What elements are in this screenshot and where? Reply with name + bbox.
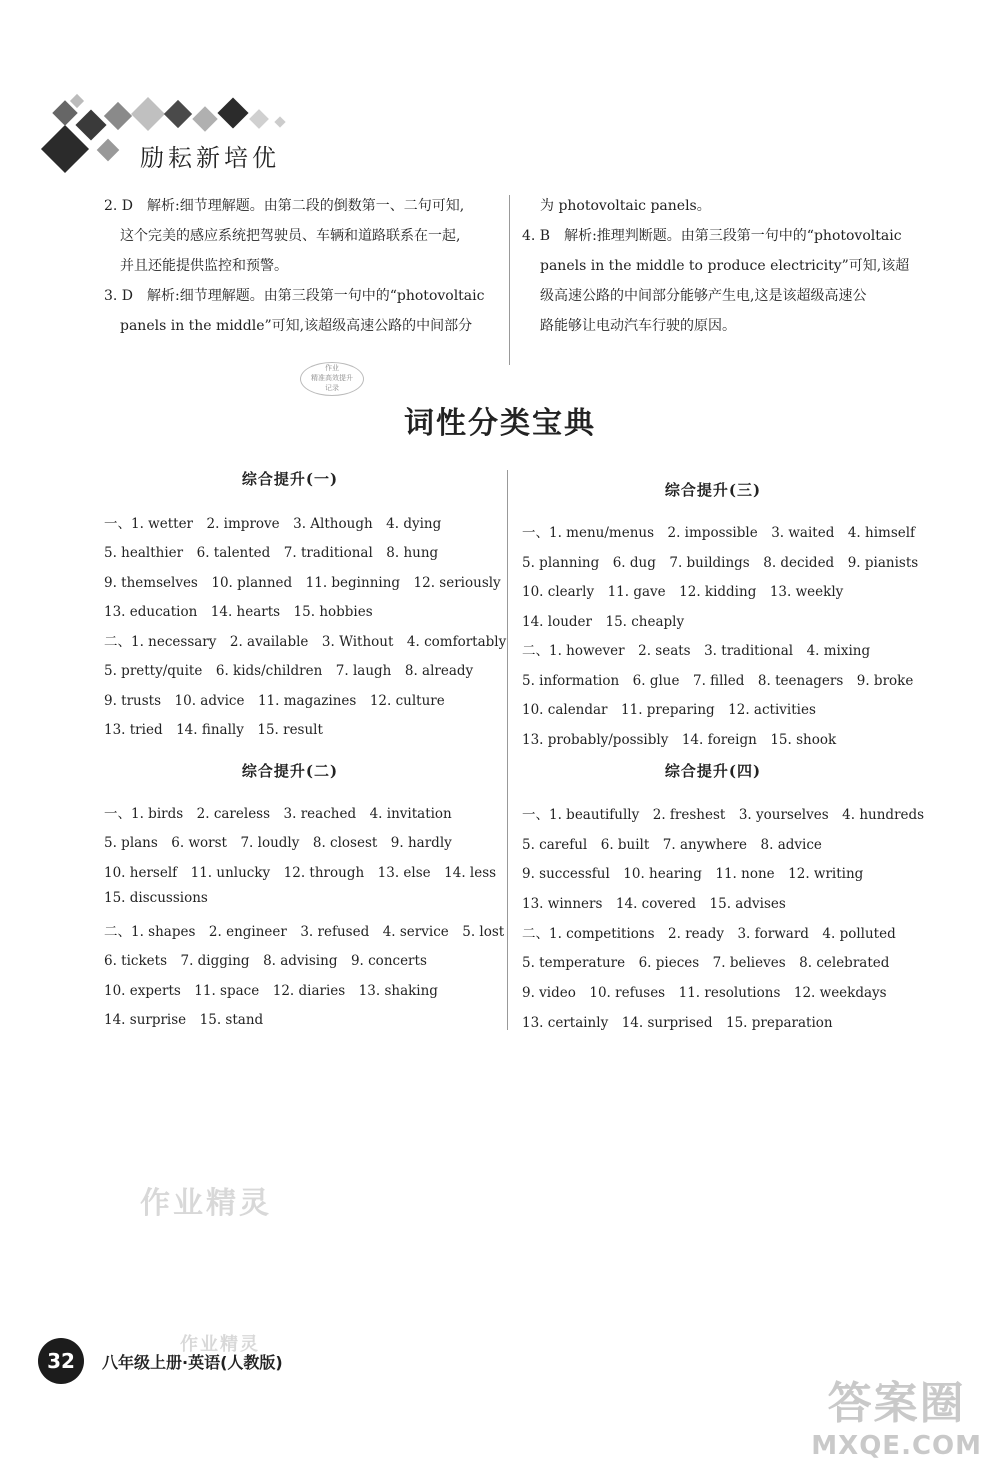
- decor-diamond: [217, 97, 248, 128]
- answer-line: 5. pretty/quite 6. kids/children 7. laugh 8. already: [104, 663, 474, 679]
- answer-line: 6. tickets 7. digging 8. advising 9. concerts: [104, 953, 427, 969]
- exercise-title: 综合提升(一): [241, 470, 339, 488]
- column-divider: [507, 470, 508, 1030]
- page-number: 32: [38, 1338, 84, 1384]
- answer-line: 5. healthier 6. talented 7. traditional 8. hung: [104, 545, 439, 561]
- section-title: 词性分类宝典: [404, 406, 596, 441]
- explanations-right: [522, 191, 922, 341]
- explanation-line: panels in the middle”可知,该超级高速公路的中间部分: [120, 318, 473, 334]
- answer-line: 二、1. shapes 2. engineer 3. refused 4. service 5. lost: [104, 924, 505, 940]
- answer-line: 10. herself 11. unlucky 12. through 13. else 14. less: [104, 865, 497, 881]
- explanation-line: 并且还能提供监控和预警。: [120, 258, 288, 274]
- faint-watermark-text: 作业精灵: [180, 1334, 260, 1355]
- answer-line: 一、1. wetter 2. improve 3. Although 4. dying: [104, 516, 442, 532]
- answer-line: 二、1. however 2. seats 3. traditional 4. mixing: [522, 643, 871, 659]
- answer-line: 14. louder 15. cheaply: [522, 614, 685, 630]
- column-divider: [509, 195, 510, 365]
- answer-line: 5. plans 6. worst 7. loudly 8. closest 9. hardly: [104, 835, 452, 851]
- faint-watermark-text: 作业精灵: [140, 1186, 272, 1221]
- answer-line: 9. video 10. refuses 11. resolutions 12. weekdays: [522, 985, 887, 1001]
- answer-line: 13. education 14. hearts 15. hobbies: [104, 604, 373, 620]
- answer-line: 二、1. necessary 2. available 3. Without 4. comfortably: [104, 634, 507, 650]
- decor-diamond: [192, 106, 217, 131]
- explanation-line: panels in the middle to produce electricity”可知,该超: [540, 258, 910, 274]
- answer-line: 13. winners 14. covered 15. advises: [522, 896, 786, 912]
- decor-diamond: [70, 94, 84, 108]
- answer-line: 二、1. competitions 2. ready 3. forward 4. polluted: [522, 926, 896, 942]
- exercise-title: 综合提升(三): [664, 481, 762, 499]
- decor-diamond: [104, 102, 132, 130]
- answer-line: 一、1. menu/menus 2. impossible 3. waited 4. himself: [522, 525, 916, 541]
- answer-line: 15. discussions: [104, 890, 208, 906]
- answer-line: 10. experts 11. space 12. diaries 13. shaking: [104, 983, 438, 999]
- explanation-line: 3. D 解析:细节理解题。由第三段第一句中的“photovoltaic: [104, 288, 485, 304]
- exercise-title: 综合提升(二): [241, 762, 339, 780]
- answer-line: 5. information 6. glue 7. filled 8. teenagers 9. broke: [522, 673, 914, 689]
- answer-line: 9. themselves 10. planned 11. beginning 12. seriously: [104, 575, 501, 591]
- answer-line: 5. careful 6. built 7. anywhere 8. advice: [522, 837, 822, 853]
- answer-line: 9. trusts 10. advice 11. magazines 12. culture: [104, 693, 445, 709]
- explanation-line: 为 photovoltaic panels。: [540, 198, 711, 214]
- book-title: 八年级上册·英语(人教版): [102, 1353, 283, 1372]
- answer-line: 一、1. beautifully 2. freshest 3. yourselves 4. hundreds: [522, 807, 925, 823]
- exercise-title: 综合提升(四): [664, 762, 762, 780]
- decor-diamond: [97, 139, 120, 162]
- site-watermark: 答案圈 MXQE.COM: [811, 1378, 982, 1461]
- answer-line: 13. probably/possibly 14. foreign 15. shook: [522, 732, 837, 748]
- explanation-line: 级高速公路的中间部分能够产生电,这是该超级高速公: [540, 288, 867, 304]
- decor-diamond: [249, 109, 269, 129]
- explanation-line: 4. B 解析:推理判断题。由第三段第一句中的“photovoltaic: [522, 228, 902, 244]
- answer-line: 10. calendar 11. preparing 12. activities: [522, 702, 816, 718]
- answer-line: 5. planning 6. dug 7. buildings 8. decided 9. pianists: [522, 555, 919, 571]
- answer-line: 13. tried 14. finally 15. result: [104, 722, 323, 738]
- answer-line: 5. temperature 6. pieces 7. believes 8. celebrated: [522, 955, 890, 971]
- decor-diamond: [75, 109, 106, 140]
- stamp-logo: 作业 精准高效提升 记录: [300, 362, 364, 396]
- decor-diamond: [131, 97, 165, 131]
- explanations-left: [104, 191, 504, 341]
- answer-line: 10. clearly 11. gave 12. kidding 13. weekly: [522, 584, 844, 600]
- brand-title: 励耘新培优: [140, 144, 280, 172]
- answer-line: 一、1. birds 2. careless 3. reached 4. invitation: [104, 806, 452, 822]
- answer-line: 9. successful 10. hearing 11. none 12. writing: [522, 866, 864, 882]
- explanation-line: 路能够让电动汽车行驶的原因。: [540, 318, 736, 334]
- answer-line: 14. surprise 15. stand: [104, 1012, 264, 1028]
- decor-diamond: [274, 116, 285, 127]
- explanation-line: 这个完美的感应系统把驾驶员、车辆和道路联系在一起,: [120, 228, 461, 244]
- decor-diamond: [164, 100, 192, 128]
- explanation-line: 2. D 解析:细节理解题。由第二段的倒数第一、二句可知,: [104, 198, 465, 214]
- answer-line: 13. certainly 14. surprised 15. preparation: [522, 1015, 833, 1031]
